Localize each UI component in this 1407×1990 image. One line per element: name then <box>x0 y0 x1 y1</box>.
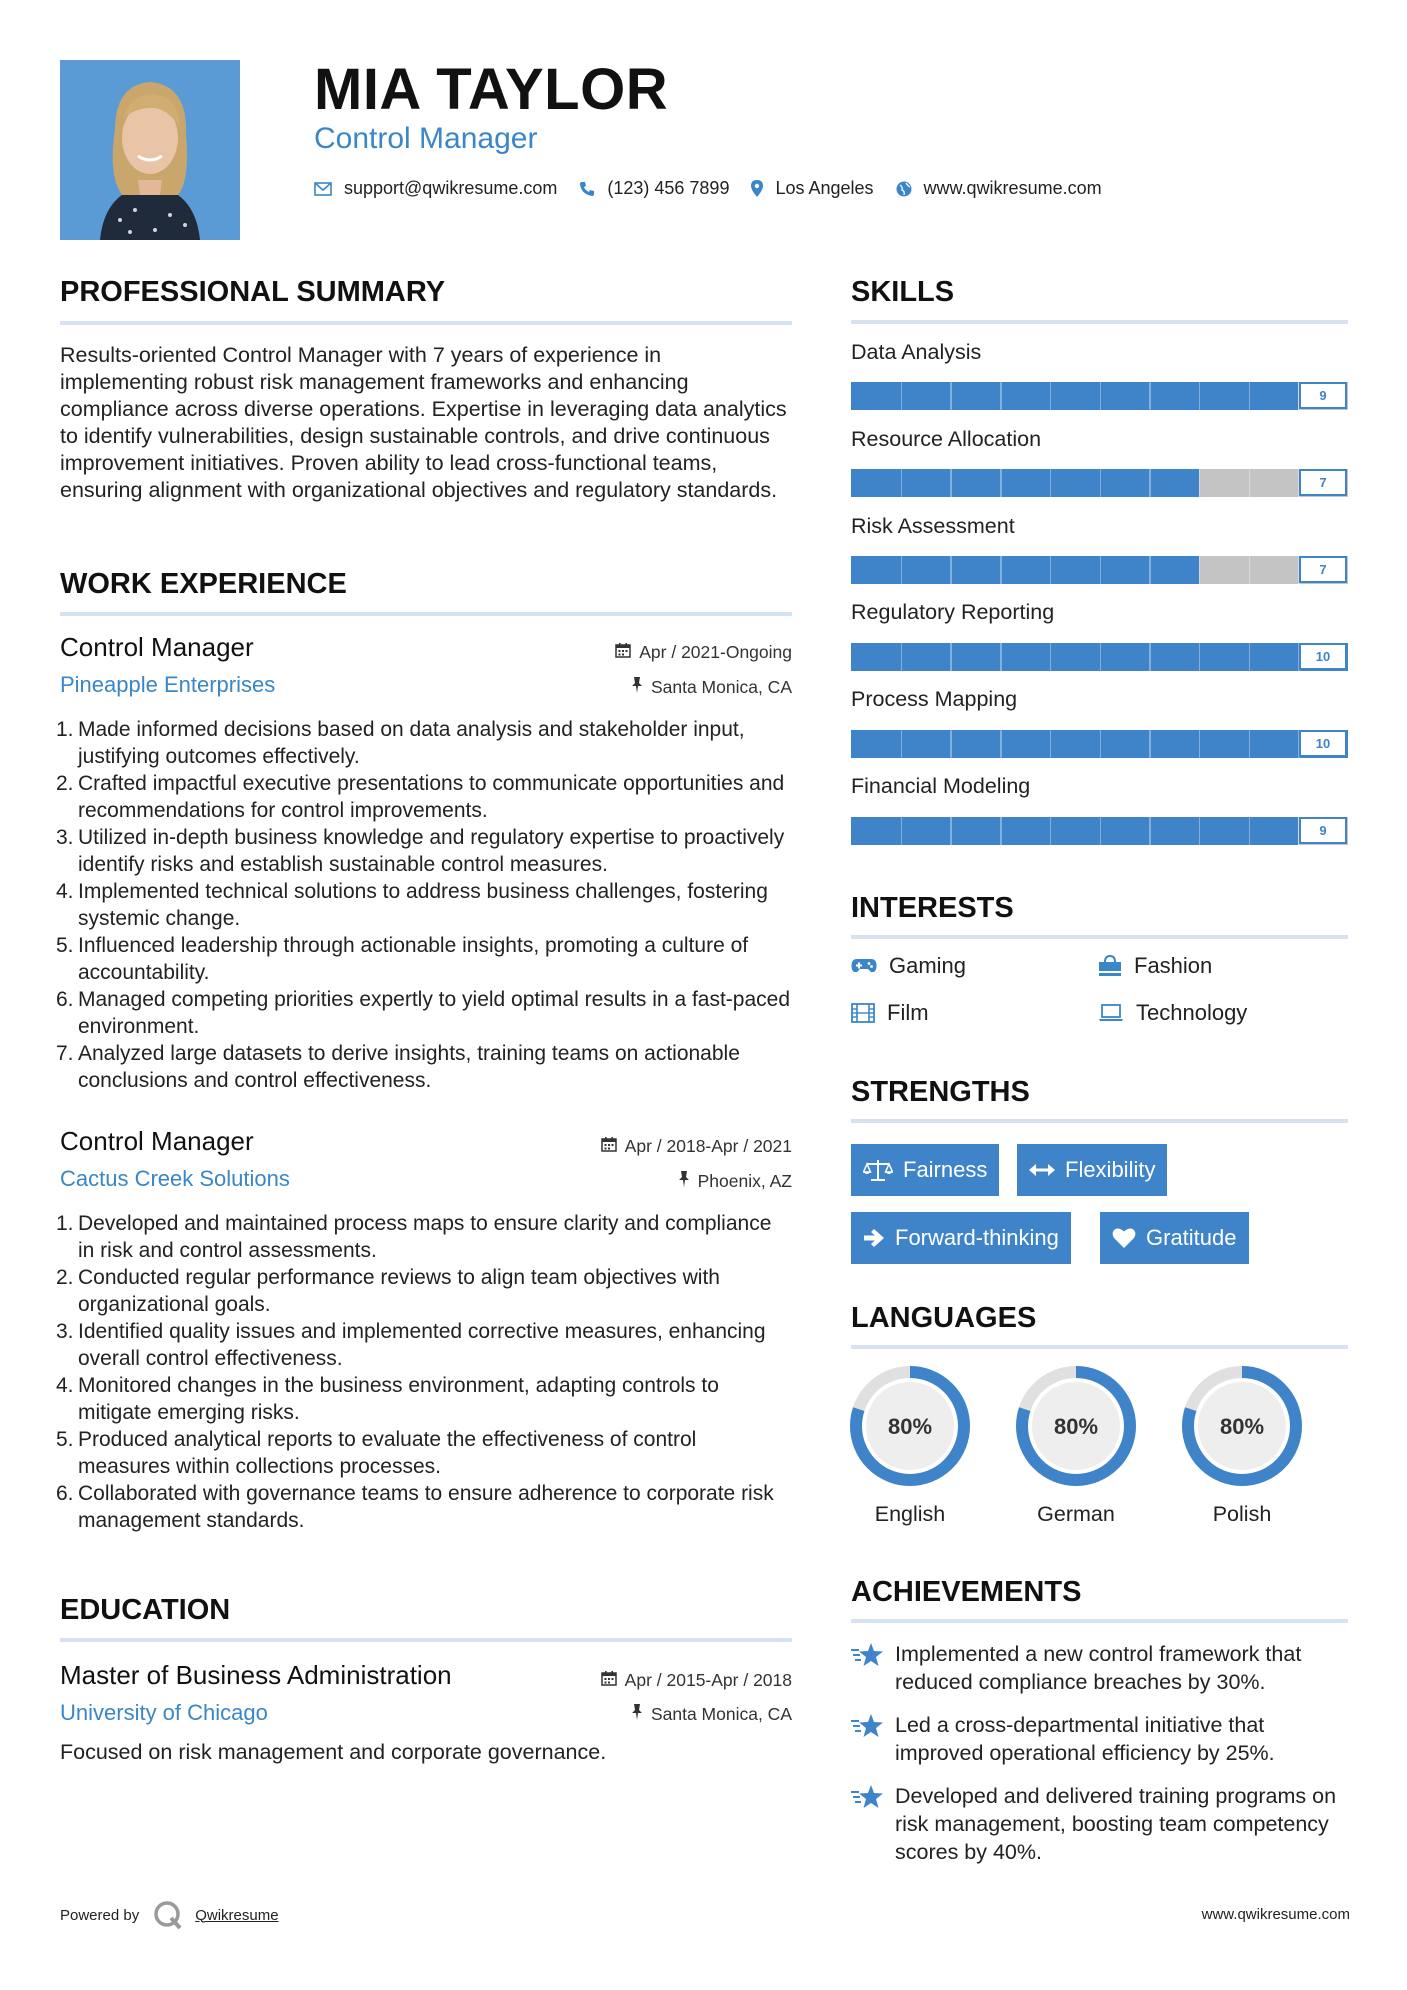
job-date: Apr / 2018-Apr / 2021 <box>601 1136 792 1157</box>
education-date: Apr / 2015-Apr / 2018 <box>601 1670 792 1691</box>
skill-segment-divider <box>901 469 903 497</box>
list-item: 5. Influenced leadership through actionable insights, promoting a culture of accountability. <box>56 934 749 984</box>
skill-segment-divider <box>1050 556 1052 584</box>
qwikresume-logo-icon <box>153 1900 183 1930</box>
footer-brand <box>60 1900 279 1930</box>
strength-tag: Fairness <box>851 1144 999 1196</box>
skill-bar <box>851 469 1348 497</box>
skill-bar <box>851 556 1348 584</box>
education-location: Santa Monica, CA <box>631 1704 792 1725</box>
interest-item: Film <box>851 1000 929 1026</box>
skill-segment-divider <box>950 556 952 584</box>
skill-name: Financial Modeling <box>851 774 1031 798</box>
pin-icon <box>631 677 643 698</box>
skill-segment-divider <box>1249 469 1251 497</box>
skill-segment-divider <box>1249 817 1251 845</box>
list-item: 4. Monitored changes in the business environment, adapting controls to mitigate emerging risks. <box>56 1374 719 1424</box>
powered-by-label: Powered by <box>60 1906 140 1924</box>
skill-segment-divider <box>1050 817 1052 845</box>
skill-segment-divider <box>1000 817 1002 845</box>
skill-segment-divider <box>1199 469 1201 497</box>
job-duties-list <box>56 1210 792 1534</box>
strength-tag: Forward-thinking <box>851 1212 1071 1264</box>
job-location: Santa Monica, CA <box>631 677 792 698</box>
skill-segment-divider <box>1199 382 1201 410</box>
skill-segment-divider <box>1249 730 1251 758</box>
skill-bar <box>851 643 1348 671</box>
skill-name: Data Analysis <box>851 340 982 364</box>
skill-segment-divider <box>1000 556 1002 584</box>
language-percent: 80% <box>1053 1414 1099 1439</box>
interest-item: Technology <box>1098 1000 1247 1026</box>
skill-segment-divider <box>1249 643 1251 671</box>
skill-segment-divider <box>901 817 903 845</box>
summary-divider <box>60 321 792 325</box>
school-name[interactable]: University of Chicago <box>60 1700 268 1725</box>
skill-segment-divider <box>901 730 903 758</box>
skill-fill <box>851 469 1199 497</box>
list-item: 3. Identified quality issues and implemented corrective measures, enhancing overall control effectiveness. <box>56 1320 766 1370</box>
skill-segment-divider <box>901 643 903 671</box>
skill-segment-divider <box>1000 730 1002 758</box>
skill-segment-divider <box>1199 730 1201 758</box>
languages-divider <box>851 1345 1348 1349</box>
double-arrow-icon <box>1029 1163 1055 1177</box>
list-item: 5. Produced analytical reports to evaluate the effectiveness of control measures within collections processes. <box>56 1428 697 1478</box>
job-date: Apr / 2021-Ongoing <box>615 642 792 663</box>
skill-segment-divider <box>1100 382 1102 410</box>
skill-bar <box>851 817 1348 845</box>
arrow-right-icon <box>863 1228 885 1248</box>
phone-icon <box>579 181 595 197</box>
language-name: English <box>874 1502 946 1526</box>
experience-divider <box>60 612 792 616</box>
achievement-item: Led a cross-departmental initiative that improved operational efficiency by 25%. <box>851 1711 1348 1767</box>
job-title: Control Manager <box>60 1126 254 1156</box>
skill-segment-divider <box>1050 730 1052 758</box>
skill-bar <box>851 382 1348 410</box>
star-icon <box>851 1640 895 1696</box>
education-divider <box>60 1638 792 1642</box>
languages-heading: LANGUAGES <box>851 1302 1037 1334</box>
language-ring <box>848 1364 972 1493</box>
skill-name: Resource Allocation <box>851 427 1042 451</box>
interest-item: Gaming <box>851 953 966 979</box>
map-marker-icon <box>751 180 763 197</box>
list-item: 1. Made informed decisions based on data analysis and stakeholder input, justifying outcomes effectively. <box>56 718 745 768</box>
skill-segment-divider <box>1100 643 1102 671</box>
skill-segment-divider <box>1100 817 1102 845</box>
skill-segment-divider <box>901 556 903 584</box>
skill-segment-divider <box>1100 556 1102 584</box>
achievements-divider <box>851 1619 1348 1623</box>
achievements-heading: ACHIEVEMENTS <box>851 1576 1082 1608</box>
contact-phone[interactable]: (123) 456 7899 <box>607 178 730 198</box>
language-name: German <box>1037 1502 1115 1526</box>
candidate-name: MIA TAYLOR <box>314 57 669 122</box>
contact-bar <box>314 178 1124 199</box>
list-item: 2. Conducted regular performance reviews to align team objectives with organizational goals. <box>56 1266 720 1316</box>
heart-icon <box>1112 1227 1136 1249</box>
skill-level: 10 <box>1299 643 1347 670</box>
skill-segment-divider <box>950 643 952 671</box>
skill-segment-divider <box>1050 643 1052 671</box>
skills-heading: SKILLS <box>851 276 955 308</box>
globe-icon <box>896 181 912 197</box>
candidate-title: Control Manager <box>314 122 538 155</box>
film-icon <box>851 1003 875 1023</box>
skill-segment-divider <box>1149 382 1151 410</box>
skill-bar <box>851 730 1348 758</box>
qwikresume-link[interactable]: Qwikresume <box>195 1906 279 1924</box>
contact-website[interactable]: www.qwikresume.com <box>923 178 1102 198</box>
calendar-icon <box>615 642 631 663</box>
envelope-icon <box>314 182 332 196</box>
skill-segment-divider <box>1199 643 1201 671</box>
interest-item: Fashion <box>1098 953 1212 979</box>
calendar-icon <box>601 1136 617 1157</box>
skill-segment-divider <box>901 382 903 410</box>
skill-level: 7 <box>1299 469 1347 496</box>
laptop-icon <box>1098 1004 1124 1022</box>
skill-level: 7 <box>1299 556 1347 583</box>
pin-icon <box>678 1171 690 1192</box>
strengths-divider <box>851 1119 1348 1123</box>
skill-segment-divider <box>950 817 952 845</box>
skill-segment-divider <box>1249 556 1251 584</box>
balance-scale-icon <box>863 1159 893 1181</box>
gamepad-icon <box>851 958 877 974</box>
degree-title: Master of Business Administration <box>60 1660 452 1690</box>
achievements-list <box>851 1640 1348 1870</box>
skill-segment-divider <box>950 469 952 497</box>
skill-level: 10 <box>1299 730 1347 757</box>
list-item: 4. Implemented technical solutions to address business challenges, fostering systemic change. <box>56 880 768 930</box>
skill-level: 9 <box>1299 382 1347 409</box>
profile-photo <box>60 60 240 240</box>
list-item: 2. Crafted impactful executive presentations to communicate opportunities and recommendations for control improvements. <box>56 772 785 822</box>
star-icon <box>851 1782 895 1866</box>
skill-segment-divider <box>1149 817 1151 845</box>
skills-list <box>851 340 1348 860</box>
language-percent: 80% <box>1219 1414 1265 1439</box>
skills-divider <box>851 320 1348 324</box>
pin-icon <box>631 1704 643 1725</box>
skill-segment-divider <box>1149 643 1151 671</box>
skill-name: Regulatory Reporting <box>851 600 1055 624</box>
skill-level: 9 <box>1299 817 1347 844</box>
list-item: 3. Utilized in-depth business knowledge and regulatory expertise to proactively identify risks and establish sustainable control measures. <box>56 826 785 876</box>
interests-heading: INTERESTS <box>851 892 1014 924</box>
summary-heading: PROFESSIONAL SUMMARY <box>60 276 446 308</box>
interests-divider <box>851 935 1348 939</box>
job-company[interactable]: Pineapple Enterprises <box>60 672 276 697</box>
language-name: Polish <box>1212 1502 1272 1526</box>
skill-segment-divider <box>1199 556 1201 584</box>
skill-fill <box>851 382 1298 410</box>
skill-segment-divider <box>950 382 952 410</box>
skill-name: Process Mapping <box>851 687 1018 711</box>
list-item: 7. Analyzed large datasets to derive insights, training teams on actionable conclusions and control effectiveness. <box>56 1042 740 1092</box>
strengths-heading: STRENGTHS <box>851 1076 1030 1108</box>
star-icon <box>851 1711 895 1767</box>
contact-email[interactable]: support@qwikresume.com <box>344 178 558 198</box>
education-description: Focused on risk management and corporate governance. <box>60 1740 607 1764</box>
skill-segment-divider <box>1149 730 1151 758</box>
job-location: Phoenix, AZ <box>678 1171 792 1192</box>
skill-segment-divider <box>1000 382 1002 410</box>
experience-heading: WORK EXPERIENCE <box>60 568 347 600</box>
shopping-bag-icon <box>1098 955 1122 977</box>
skill-segment-divider <box>950 730 952 758</box>
skill-segment-divider <box>1000 469 1002 497</box>
list-item: 6. Managed competing priorities expertly to yield optimal results in a fast-paced environment. <box>56 988 791 1038</box>
skill-segment-divider <box>1100 469 1102 497</box>
education-heading: EDUCATION <box>60 1594 231 1626</box>
skill-segment-divider <box>1050 469 1052 497</box>
strength-tag: Flexibility <box>1017 1144 1167 1196</box>
summary-text: Results-oriented Control Manager with 7 years of experience in implementing robust risk management frameworks and enhancing compliance across diverse operations. Expertise in leveraging data analytics to identify vulnerabilities, design sustainable controls, and drive continuous improvement initiatives. Proven ability to lead cross-functional teams, ensuring alignment with organizational objectives and regulatory standards. <box>60 343 787 502</box>
calendar-icon <box>601 1670 617 1691</box>
job-duties-list <box>56 716 792 1094</box>
skill-fill <box>851 817 1298 845</box>
skill-segment-divider <box>1000 643 1002 671</box>
language-ring <box>1180 1364 1304 1493</box>
list-item: 1. Developed and maintained process maps to ensure clarity and compliance in risk and control assessments. <box>56 1212 772 1262</box>
footer-url[interactable]: www.qwikresume.com <box>1201 1906 1350 1923</box>
skill-segment-divider <box>1199 817 1201 845</box>
education-entry <box>60 1660 792 1780</box>
list-item: 6. Collaborated with governance teams to ensure adherence to corporate risk management standards. <box>56 1482 774 1532</box>
achievement-item: Implemented a new control framework that reduced compliance breaches by 30%. <box>851 1640 1348 1696</box>
language-ring <box>1014 1364 1138 1493</box>
achievement-item: Developed and delivered training programs on risk management, boosting team competency scores by 40%. <box>851 1782 1348 1866</box>
job-company[interactable]: Cactus Creek Solutions <box>60 1166 290 1191</box>
skill-segment-divider <box>1050 382 1052 410</box>
skill-fill <box>851 556 1199 584</box>
contact-location: Los Angeles <box>775 178 874 198</box>
language-percent: 80% <box>887 1414 933 1439</box>
job-entry-1 <box>56 632 792 1092</box>
strength-tag: Gratitude <box>1100 1212 1249 1264</box>
job-title: Control Manager <box>60 632 254 662</box>
skill-segment-divider <box>1249 382 1251 410</box>
skill-segment-divider <box>1149 556 1151 584</box>
skill-segment-divider <box>1100 730 1102 758</box>
skill-name: Risk Assessment <box>851 514 1015 538</box>
skill-segment-divider <box>1149 469 1151 497</box>
job-entry-2 <box>56 1126 792 1556</box>
